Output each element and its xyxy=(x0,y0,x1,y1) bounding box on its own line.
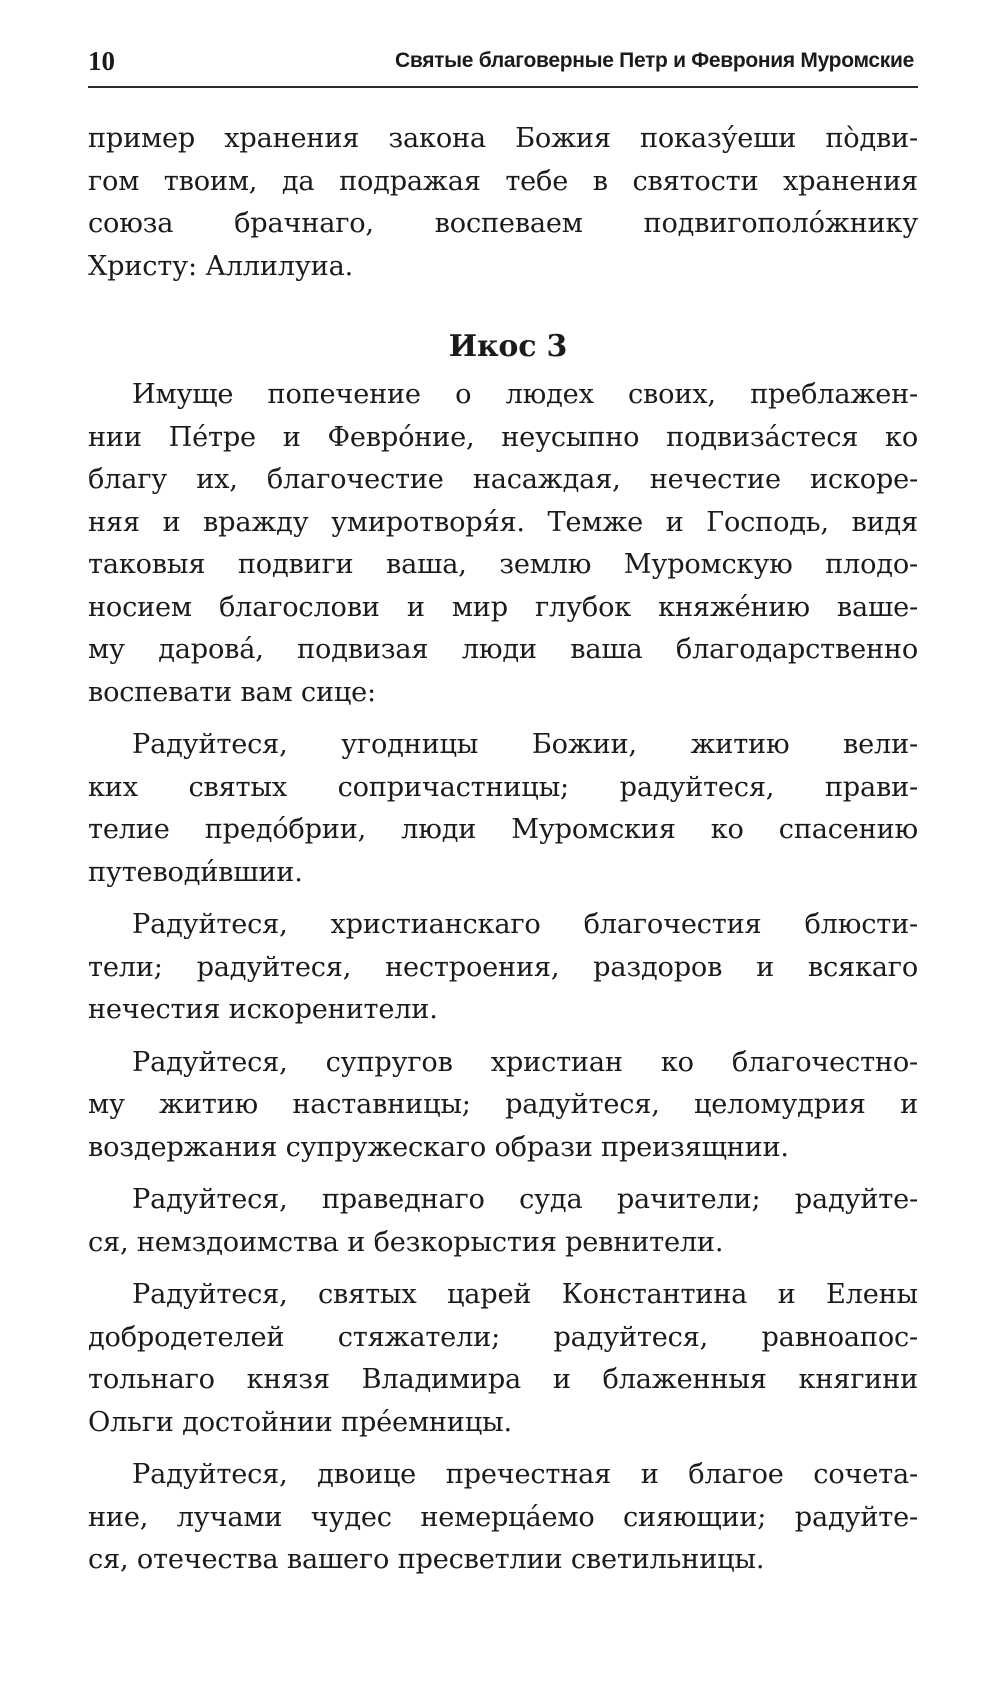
rejoice-paragraph xyxy=(88,1179,918,1264)
text-line: му житию наставницы; радуйтеся, целомудрия и xyxy=(88,1089,918,1120)
text-line: телие предо́брии, люди Муромския ко спасению xyxy=(88,814,918,845)
rejoice-paragraph xyxy=(88,1274,918,1444)
text-line: тольнаго князя Владимира и блаженныя княгини xyxy=(88,1364,918,1395)
text-line: Радуйтеся, супругов христиан ко благочестно- xyxy=(132,1046,918,1078)
text-line: Ольги достойнии пре́емницы. xyxy=(88,1406,512,1438)
text-line: благу их, благочестие насаждая, нечестие искоре- xyxy=(88,464,918,495)
text-line: носием благослови и мир глубок княже́нию ваше- xyxy=(88,591,918,623)
text-line: Радуйтеся, святых царей Константина и Елены xyxy=(132,1279,918,1310)
text-line: му дарова́, подвизая люди ваша благодарственно xyxy=(88,634,918,665)
page-body xyxy=(88,118,918,1582)
text-line: Христу: Аллилуиа. xyxy=(88,250,354,282)
text-line: ся, отечества вашего пресветлии светильницы. xyxy=(88,1544,765,1575)
text-line: ся, немздоимства и безкорыстия ревнители. xyxy=(88,1226,724,1258)
text-line: воспевати вам сице: xyxy=(88,676,377,708)
running-head xyxy=(88,38,918,88)
page-number: 10 xyxy=(88,46,115,76)
text-line: Имуще попечение о людех своих, преблажен- xyxy=(132,379,918,410)
text-line: Радуйтеся, угодницы Божии, житию вели- xyxy=(132,729,918,760)
text-line: Радуйтеся, христианскаго благочестия блюсти- xyxy=(132,909,918,940)
ikos-intro-paragraph xyxy=(88,374,918,714)
text-line: Радуйтеся, праведнаго суда рачители; радуйте- xyxy=(132,1184,918,1215)
kontakion-ending xyxy=(88,118,918,288)
text-line: союза брачнаго, воспеваем подвигополо́жнику xyxy=(88,208,918,239)
rejoice-paragraph xyxy=(88,1042,918,1170)
text-line: воздержания супружескаго образи преизящнии. xyxy=(88,1131,789,1163)
rejoice-paragraph xyxy=(88,1454,918,1582)
text-line: нии Пе́тре и Февро́ние, неусыпно подвиза́стеся ко xyxy=(88,421,918,453)
rejoice-paragraph xyxy=(88,904,918,1032)
text-line: пример хранения закона Божия показу́еши по̀дви- xyxy=(88,123,918,154)
running-title: Святые благоверные Петр и Феврония Муромские xyxy=(395,49,914,72)
text-line: няя и вражду умиротворя́я. Темже и Господь, видя xyxy=(88,506,918,538)
text-line: ких святых сопричастницы; радуйтеся, прави- xyxy=(88,771,918,803)
text-line: Радуйтеся, двоице пречестная и благое сочета- xyxy=(132,1459,918,1490)
rejoice-paragraph xyxy=(88,724,918,894)
text-line: таковыя подвиги ваша, землю Муромскую плодо- xyxy=(88,549,918,580)
text-line: гом твоим, да подражая тебе в святости хранения xyxy=(88,165,918,197)
text-line: ние, лучами чудес немерца́емо сияющии; радуйте- xyxy=(88,1501,918,1533)
text-line: тели; радуйтеся, нестроения, раздоров и всякаго xyxy=(88,951,918,983)
text-line: нечестия искоренители. xyxy=(88,994,438,1025)
text-line: добродетелей стяжатели; радуйтеся, равноапос- xyxy=(88,1321,918,1353)
text-line: путеводи́вшии. xyxy=(88,856,303,888)
section-title: Икос 3 xyxy=(448,329,568,364)
